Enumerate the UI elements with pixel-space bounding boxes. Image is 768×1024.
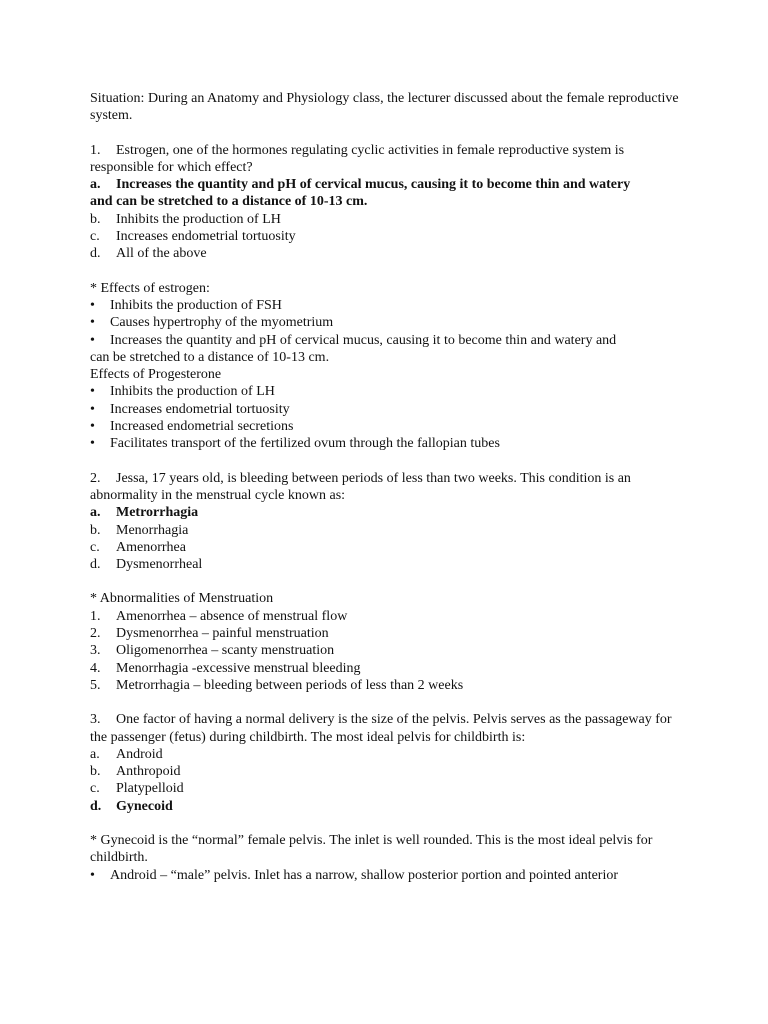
document-content [90,90,690,884]
question-3-option-c: c. Platypelloid [90,781,184,797]
abnormality-item: 3. Oligomenorrhea – scanty menstruation [90,643,335,659]
abnormality-item: 1. Amenorrhea – absence of menstrual flow [90,608,348,624]
question-2 [90,470,690,505]
question-2-number: 2. [90,470,101,486]
android-note: • Android – “male” pelvis. Inlet has a narrow, shallow posterior portion and pointed anterior [90,867,619,883]
question-3-text: One factor of having a normal delivery is the size of the pelvis. Pelvis serves as the passageway for the passenger (fetus) during childbirth. The most ideal pelvis for childbirth is: [90,712,672,745]
question-2-option-a: a. Metrorrhagia [90,505,199,521]
estrogen-item: • Inhibits the production of FSH [90,297,282,313]
progesterone-item: • Facilitates transport of the fertilized ovum through the fallopian tubes [90,436,500,452]
progesterone-item: • Increases endometrial tortuosity [90,401,290,417]
abnormality-item: 5. Metrorrhagia – bleeding between periods of less than 2 weeks [90,677,464,693]
question-1-option-a: a. Increases the quantity and pH of cervical mucus, causing it to become thin and watery and can be stretched to a distance of 10-13 cm. [90,177,631,210]
question-1-number: 1. [90,142,101,158]
question-1 [90,142,690,177]
question-2-option-c: c. Amenorrhea [90,539,186,555]
abnormalities-heading: * Abnormalities of Menstruation [90,591,274,607]
question-2-text: Jessa, 17 years old, is bleeding between periods of less than two weeks. This condition is an abnormality in the menstrual cycle known as: [90,470,631,503]
question-3 [90,711,690,746]
question-1-option-c: c. Increases endometrial tortuosity [90,229,296,245]
estrogen-item: • Causes hypertrophy of the myometrium [90,315,334,331]
abnormality-item: 4. Menorrhagia -excessive menstrual bleeding [90,660,361,676]
gynecoid-note: * Gynecoid is the “normal” female pelvis. The inlet is well rounded. This is the most ideal pelvis for childbirth. [90,832,653,866]
question-3-option-b: b. Anthropoid [90,764,181,780]
question-2-option-d: d. Dysmenorrheal [90,557,203,573]
abnormality-item: 2. Dysmenorrhea – painful menstruation [90,626,329,642]
estrogen-item: • Increases the quantity and pH of cervical mucus, causing it to become thin and watery and can be stretched to a distance of 10-13 cm. [90,332,617,365]
question-3-number: 3. [90,712,101,728]
question-1-option-d: d. All of the above [90,246,207,262]
question-2-option-b: b. Menorrhagia [90,522,189,538]
question-3-option-a: a. Android [90,746,163,762]
progesterone-item: • Inhibits the production of LH [90,384,275,400]
question-3-option-d: d. Gynecoid [90,798,173,814]
progesterone-item: • Increased endometrial secretions [90,419,294,435]
question-1-option-b: b. Inhibits the production of LH [90,211,281,227]
estrogen-heading: * Effects of estrogen: [90,280,210,296]
question-1-text: Estrogen, one of the hormones regulating cyclic activities in female reproductive system is responsible for which effect? [90,142,625,175]
situation-text: Situation: During an Anatomy and Physiology class, the lecturer discussed about the female reproductive system. [90,91,679,124]
progesterone-heading: Effects of Progesterone [90,367,222,383]
